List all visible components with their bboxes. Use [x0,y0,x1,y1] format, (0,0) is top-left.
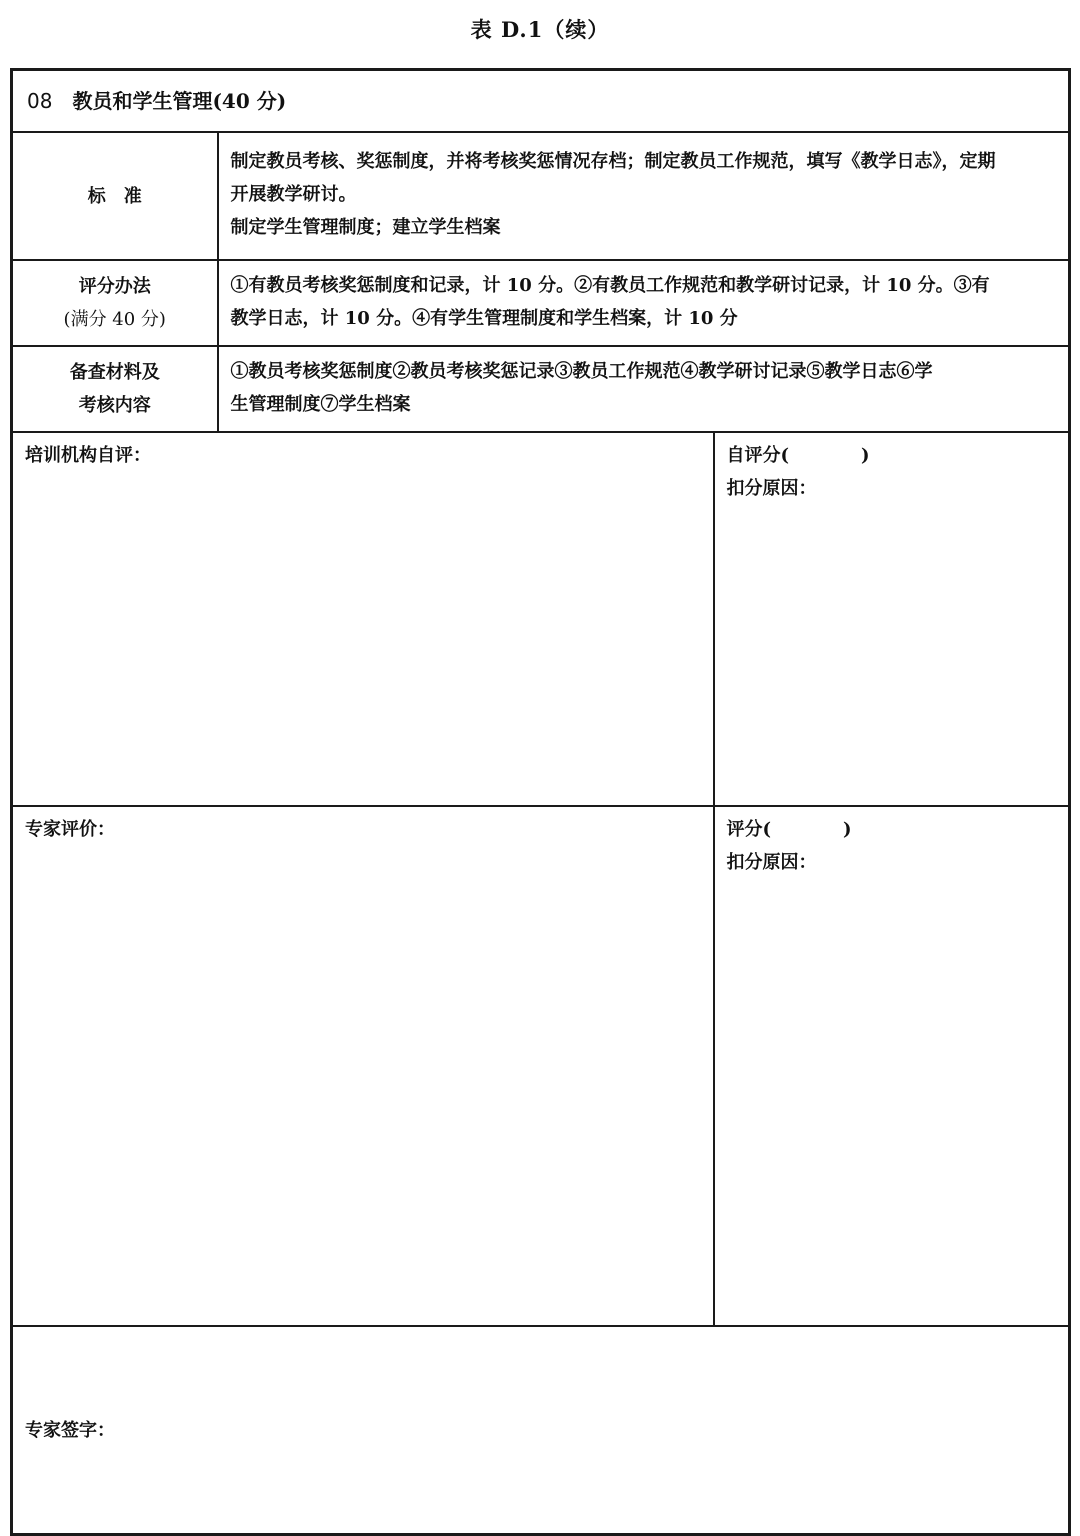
materials-label-cell [12,346,218,432]
standard-label: 标 准 [87,185,142,207]
expert-evaluation-label: 专家评价： [25,819,115,840]
materials-line: 生管理制度⑦学生档案 [230,394,411,415]
section-code: 08 [27,88,53,113]
scoring-sublabel: (满分 40 分) [63,309,166,330]
section-title: 教员和学生管理(40 分) [72,88,287,113]
self-evaluation-row [12,432,1070,806]
self-evaluation-cell[interactable] [12,432,714,806]
scoring-row [12,260,1070,346]
evaluation-form-table [10,68,1071,1536]
signature-row [12,1326,1070,1535]
self-deduction-reason-label: 扣分原因： [726,478,817,499]
materials-content [218,346,1070,432]
expert-deduction-reason-label: 扣分原因： [726,852,817,873]
page-title: 表 D.1（续） [470,17,610,42]
expert-evaluation-cell[interactable] [12,806,714,1326]
standard-line: 制定教员考核、奖惩制度，并将考核奖惩情况存档；制定教员工作规范，填写《教学日志》，定期 [230,151,996,172]
expert-signature-label: 专家签字： [25,1419,115,1441]
self-score-cell[interactable] [714,432,1070,806]
section-heading [12,70,1070,133]
materials-row [12,346,1070,432]
materials-line: ①教员考核奖惩制度②教员考核奖惩记录③教员工作规范④教学研讨记录⑤教学日志⑥学 [230,361,933,382]
scoring-label-cell [12,260,218,346]
expert-score-cell[interactable] [714,806,1070,1326]
self-score-label: 自评分( ) [726,445,870,466]
expert-score-label: 评分( ) [726,819,852,840]
standard-label-cell [12,132,218,260]
scoring-line: 教学日志，计 10 分。④有学生管理制度和学生档案，计 10 分 [230,308,738,329]
standard-line: 开展教学研讨。 [230,184,357,205]
self-evaluation-label: 培训机构自评： [25,445,151,466]
scoring-line: ①有教员考核奖惩制度和记录，计 10 分。②有教员工作规范和教学研讨记录，计 10 分。③有 [230,275,990,296]
materials-label-line: 备查材料及 [69,362,160,383]
signature-cell[interactable] [12,1326,1070,1535]
expert-evaluation-row [12,806,1070,1326]
materials-label-line: 考核内容 [78,395,151,416]
scoring-label: 评分办法 [78,276,151,297]
scoring-content [218,260,1070,346]
standard-content [218,132,1070,260]
standard-row [12,132,1070,260]
standard-line: 制定学生管理制度；建立学生档案 [230,217,501,238]
section-heading-row [12,70,1070,133]
